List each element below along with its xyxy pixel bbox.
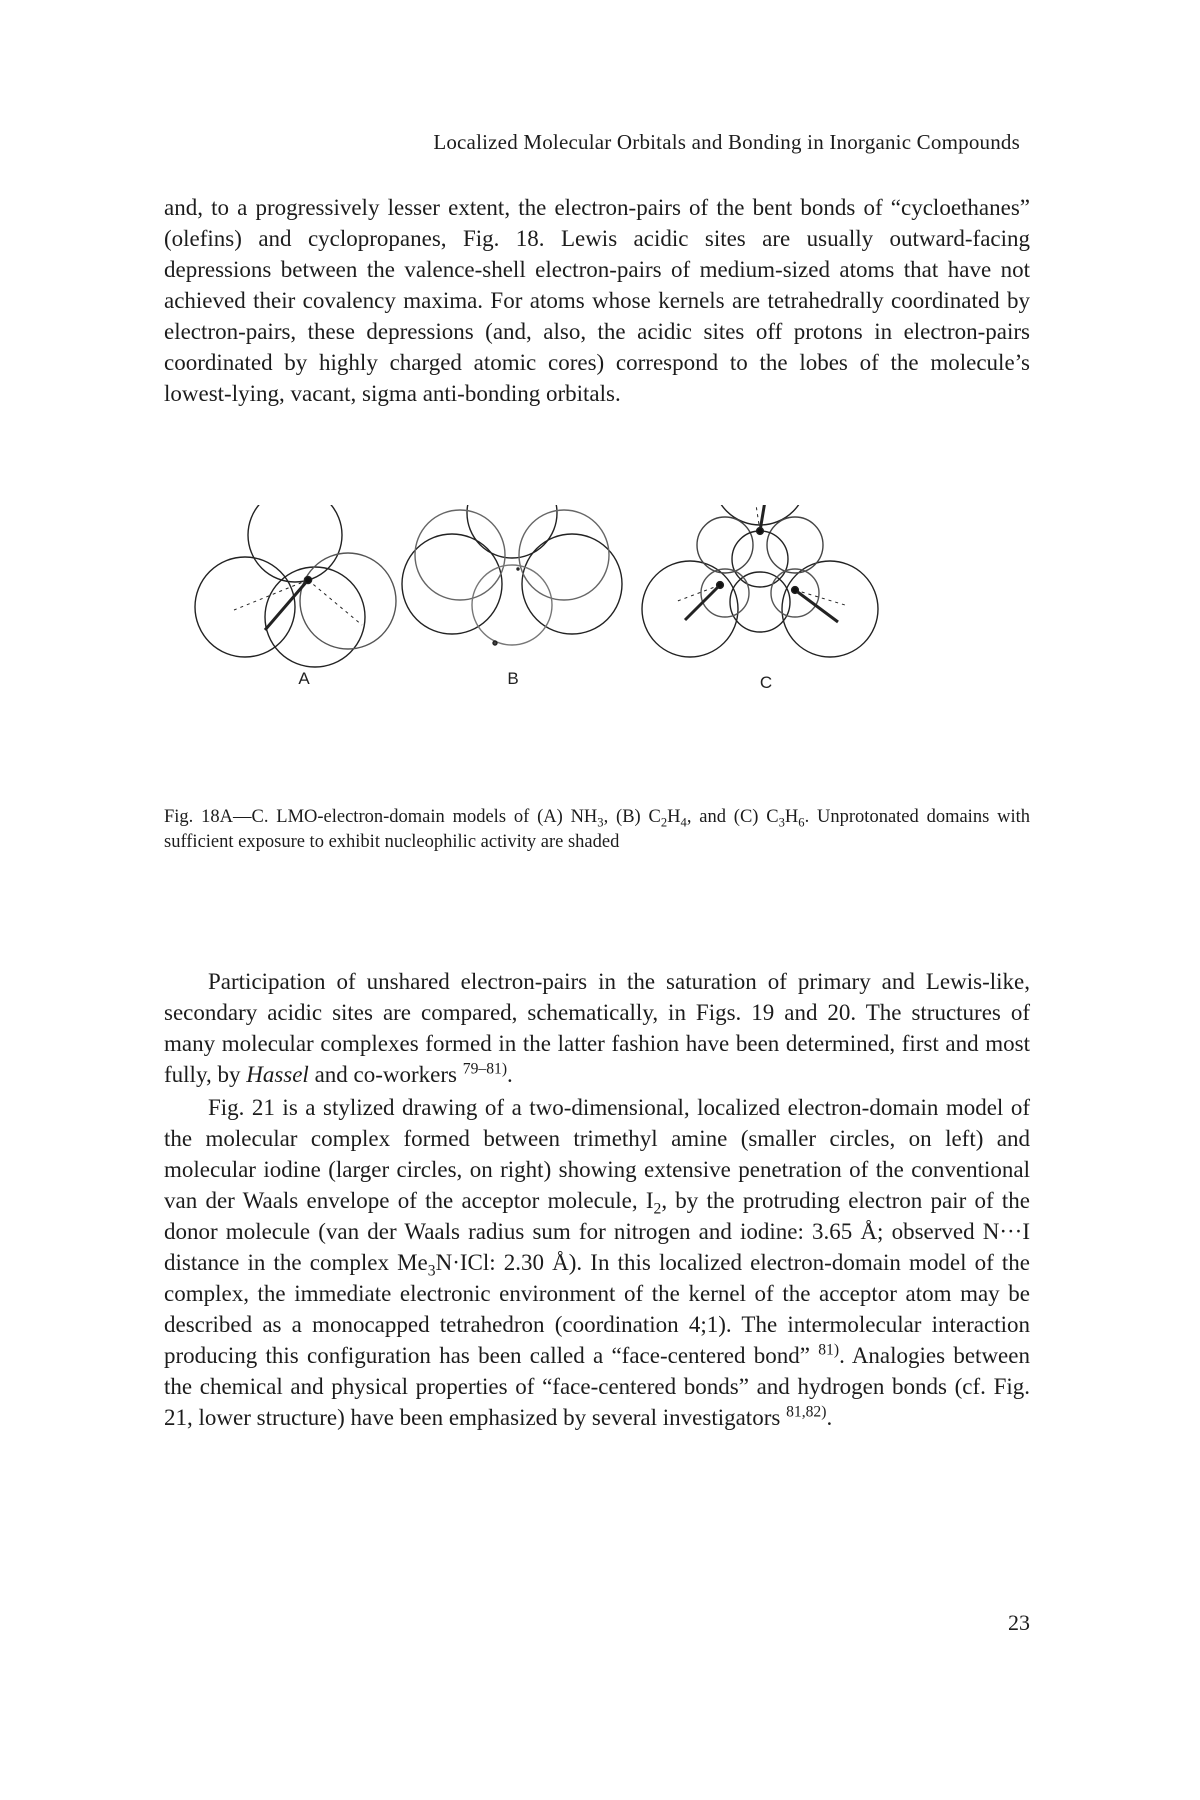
panel-b-drawing bbox=[402, 505, 622, 645]
panel-label-a: A bbox=[298, 669, 310, 688]
reference-79-81: 79–81) bbox=[462, 1060, 508, 1078]
reference-81: 81) bbox=[818, 1341, 840, 1359]
paragraph-3: Fig. 21 is a stylized drawing of a two-dimensional, localized electron-domain model of the molecular complex formed between trimethyl amine (smaller circles, on left) and molecular iodine (larger circles, on right) showing extensive penetration of the conventional van der Waals envelope of the acceptor molecule, $I_2$, by the protruding electron pair of the donor molecule (van der Waals radius sum for nitrogen and iodine: 3.65 Å; observed N···I distance in the complex $Me_3N\cdot ICl$: 2.30 Å). In this localized electron-domain model of the complex, the immediate electronic environment of the kernel of the acceptor atom may be described as a monocapped tetrahedron (coordination 4;1). The intermolecular interaction producing this configuration has been called a “face-centered bond” $^{81)}$. Analogies between the chemical and physical properties of “face-centered bonds” and hydrogen bonds (cf. Fig. 21, lower structure) have been emphasized by several investigators $^{81,82)}$. bbox=[164, 1095, 1030, 1430]
panel-c-ring-upper-right bbox=[767, 517, 823, 573]
panel-b-back-right-domain bbox=[519, 510, 609, 600]
panel-c-drawing bbox=[642, 505, 878, 657]
paragraph-2: Participation of unshared electron-pairs in the saturation of primary and Lewis-like, secondary acidic sites are compared, schematically, in Figs. 19 and 20. The structures of many molecular complexes formed in the latter fashion have been determined, first and most fully, by Hassel and co-workers $^{79-81)}$. bbox=[164, 969, 1030, 1087]
panel-a-bond-domain-left bbox=[195, 557, 295, 657]
panel-c-ring-upper-left bbox=[697, 517, 753, 573]
reference-81-82: 81,82) bbox=[786, 1403, 827, 1421]
panel-a-bond-domain-right bbox=[265, 567, 365, 667]
figure-caption: Fig. 18A—C. LMO-electron-domain models of (A) $NH_3$, (B) $C_2H_4$, and (C) $C_3H_6$. Unprotonated domains with sufficient exposure to exhibit nucleophilic activity are shaded bbox=[164, 807, 1030, 852]
page-number: 23 bbox=[1008, 1610, 1030, 1635]
panel-label-c: C bbox=[759, 673, 773, 692]
author-hassel: Hassel bbox=[246, 1062, 309, 1087]
panel-c-left-domain bbox=[642, 561, 738, 657]
panel-b-back-left-domain bbox=[415, 510, 505, 600]
panel-b-lower-domain bbox=[472, 565, 552, 645]
panel-a-bond-domain-back bbox=[300, 553, 396, 649]
figure-18-drawing bbox=[190, 505, 1010, 805]
panel-label-b: B bbox=[507, 669, 519, 688]
figure-18 bbox=[190, 505, 1010, 805]
panel-c-right-domain bbox=[782, 561, 878, 657]
panel-b-upper-domain bbox=[467, 505, 557, 558]
panel-b-left-domain bbox=[402, 534, 502, 634]
running-head: Localized Molecular Orbitals and Bonding in Inorganic Compounds bbox=[433, 130, 1020, 154]
panel-c-ring-lower-center bbox=[730, 572, 790, 632]
panel-b-right-domain bbox=[522, 534, 622, 634]
panel-a-drawing bbox=[195, 505, 396, 667]
paragraph-1: and, to a progressively lesser extent, the electron-pairs of the bent bonds of “cycloethanes” (olefins) and cyclopropanes, Fig. 18. Lewis acidic sites are usually outward-facing depressions between the valence-shell electron-pairs of medium-sized atoms that have not achieved their covalency maxima. For atoms whose kernels are tetrahedrally coordinated by electron-pairs, these depressions (and, also, the acidic sites off protons in electron-pairs coordinated by highly charged atomic cores) correspond to the lobes of the molecule’s lowest-lying, vacant, sigma anti-bonding orbitals. bbox=[164, 195, 1030, 406]
